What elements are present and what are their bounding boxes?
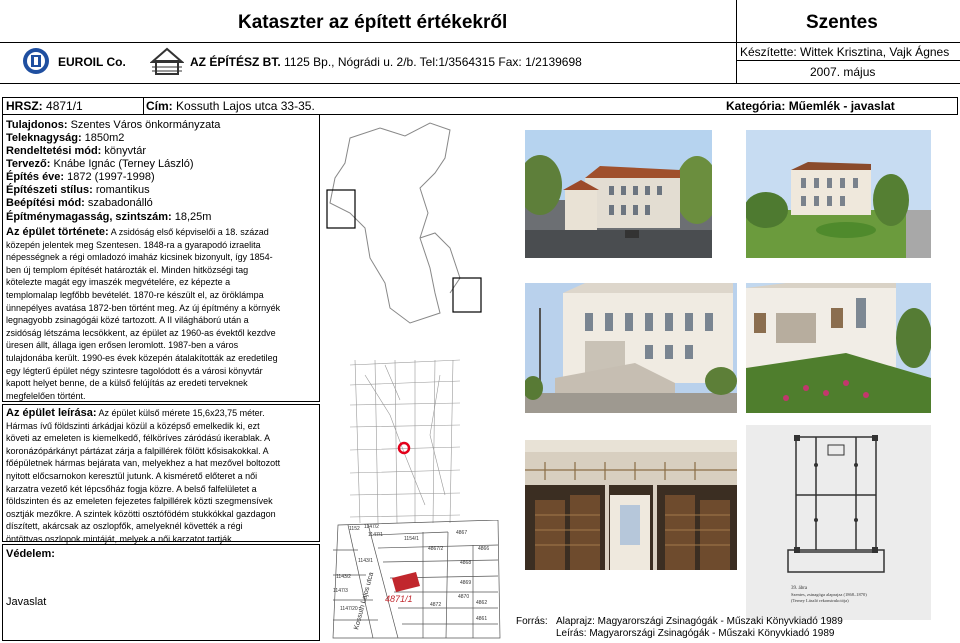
detail-plot-size: Teleknagyság: 1850m2	[6, 132, 125, 144]
category: Kategória: Műemlék - javaslat	[726, 99, 895, 113]
prepared-by-names: Wittek Krisztina, Vajk Ágnes	[800, 45, 950, 59]
date: 2007. május	[810, 65, 876, 79]
parcel-map	[328, 520, 503, 640]
detail-style: Építészeti stílus: romantikus	[6, 184, 150, 196]
photo-interior	[525, 440, 737, 570]
history-label: Az épület története:	[6, 226, 109, 238]
svg-text:4862: 4862	[476, 600, 488, 606]
architect-line	[190, 55, 582, 69]
svg-text:4868: 4868	[460, 560, 472, 566]
hrsz-value: 4871/1	[46, 99, 83, 113]
sources-label: Forrás:	[516, 616, 548, 627]
city-name: Szentes	[806, 12, 878, 33]
svg-text:1154/1: 1154/1	[404, 536, 419, 542]
description-paragraph: Az épület leírása: Az épület külső mérete 15,6x23,75 méter. Hármas ívű földszinti árkádjai közül a középső emelkedik ki, ezt követi az emeleten is kiemelkedő, félköríves záródású ikerablak. A koronázópárkányt pártázat zárja a falpillérek fölött kősisakokkal. A főépületnek hármas bejárata van, melyekhez a hat mezővel boltozott nyitott előcsarnokon keresztül jutunk. A kismérető előteret a női karzatra vezető két lépcsőház fogja közre. A belső falfelületet a földszinten és az emeleten fejezetes falpillérek közti szegmensívek osztják mezőkre. A szintek közötti osztófödém stukkókkal gazdagon díszített, akárcsak az oszlopfők, amelyeknél követték a régi öntöttvas oszlopok mintáját, melyek a női karzatot tartják.	[6, 407, 281, 544]
source-description: Leírás: Magyarországi Zsinagógák - Műszaki Könyvkiadó 1989	[556, 628, 835, 639]
protection-value: Javaslat	[6, 596, 47, 608]
svg-text:1147/2: 1147/2	[364, 524, 379, 530]
protection-label: Védelem:	[6, 548, 55, 560]
address: Cím: Kossuth Lajos utca 33-35.	[146, 99, 315, 113]
svg-text:4867/2: 4867/2	[428, 546, 444, 552]
address-value: Kossuth Lajos utca 33-35.	[176, 99, 315, 113]
svg-text:1143/2: 1143/2	[336, 574, 351, 580]
photo-street-view	[525, 130, 712, 258]
svg-text:1147/3: 1147/3	[333, 588, 348, 594]
svg-text:1143/1: 1143/1	[358, 558, 373, 564]
floorplan-caption-number: 39. ábra	[791, 586, 808, 591]
architect-office: AZ ÉPÍTÉSZ BT.	[190, 55, 281, 69]
detail-building-mode: Beépítési mód: szabadonálló	[6, 197, 153, 209]
architect-address: 1125 Bp., Nógrádi u. 2/b. Tel:1/3564315 Fax: 1/2139698	[284, 55, 582, 69]
floorplan-caption-note: (Terney László rekonstrukciója)	[791, 598, 849, 603]
floorplan-caption-title: Szentes, zsinagóga alaprajza (1868–1870)	[791, 592, 867, 597]
svg-text:1152: 1152	[349, 526, 360, 532]
header-divider	[0, 42, 960, 43]
company-name: EUROIL Co.	[58, 55, 126, 69]
svg-text:4867: 4867	[456, 530, 468, 536]
street-map	[345, 355, 465, 525]
street-label: Kossuth Lajos utca	[353, 571, 376, 631]
architect-logo	[150, 46, 184, 76]
photo-garden-side	[746, 283, 931, 413]
detail-designer: Tervező: Knábe Ignác (Terney László)	[6, 158, 194, 170]
description-label: Az épület leírása:	[6, 407, 97, 419]
svg-text:4872: 4872	[430, 602, 442, 608]
detail-height: Építménymagasság, szintszám: 18,25m	[6, 211, 212, 223]
town-outline-map	[310, 118, 510, 348]
svg-text:4869: 4869	[460, 580, 472, 586]
header-divider-right	[736, 60, 960, 61]
hrsz: HRSZ: 4871/1	[6, 99, 83, 113]
category-value: Műemlék - javaslat	[788, 99, 895, 113]
document-title: Kataszter az épített értékekről	[238, 12, 508, 33]
source-floorplan: Alaprajz: Magyarországi Zsinagógák - Műszaki Könyvkiadó 1989	[556, 616, 843, 627]
detail-owner: Tulajdonos: Szentes Város önkormányzata	[6, 119, 221, 131]
svg-text:4866: 4866	[478, 546, 490, 552]
svg-text:4861: 4861	[476, 616, 488, 622]
svg-text:1147/20: 1147/20	[340, 606, 358, 612]
detail-function: Rendeltetési mód: könyvtár	[6, 145, 146, 157]
photo-side-view	[746, 130, 931, 258]
svg-text:4870: 4870	[458, 594, 470, 600]
header-vertical-divider	[736, 0, 737, 84]
floor-plan-drawing	[746, 425, 931, 620]
sources	[516, 616, 843, 640]
euroil-logo	[22, 47, 50, 75]
prepared-by: Készítette: Wittek Krisztina, Vajk Ágnes	[740, 45, 950, 59]
detail-year: Építés éve: 1872 (1997-1998)	[6, 171, 155, 183]
main-parcel-label: 4871/1	[385, 594, 413, 604]
history-paragraph: Az épület története: A zsidóság első képviselői a 18. század közepén jelentek meg Szentesen. 1848-ra a gyarapodó izraelita népességnek a régi omladozó imaház kicsinek bizonyult, így 1854- ben új templom építését határozták el. Minden hitközségi tag kötelezte magát egy imaszék megvételére, ez képezte a templomalap legfőbb bevételét. 1870-re készült el, az öröklámpa ünnepélyes avatása 1872-ben történt meg. Az új építmény a környék legnagyobb zsinagógái közé tartozott. A II világháború után a zsidóság létszáma lecsökkent, az épület az 1960-as évektől kezdve üresen állt, állaga igen erősen leromlott. 1987-ben a város tulajdonába került. 1990-es évek közepén átalakították az eredetileg egy légterű épület négy szintesre tagolódott és a városi könyvtár kapott helyet benne, de a külső felújítás az eredeti terveknek megfelelően történt.	[6, 226, 281, 401]
info-bar-divider	[143, 97, 144, 115]
photo-entrance	[525, 283, 737, 413]
svg-text:1147/1: 1147/1	[368, 532, 383, 538]
